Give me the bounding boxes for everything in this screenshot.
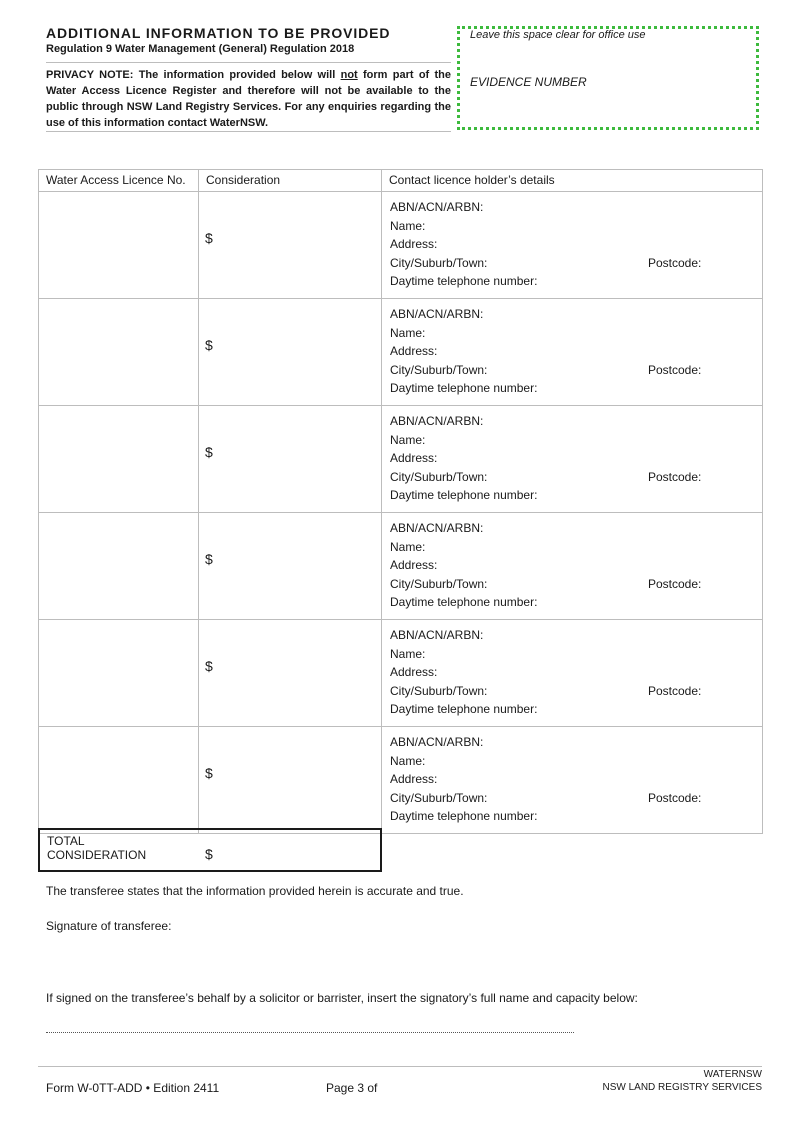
contact-field-postcode: Postcode: — [648, 791, 702, 805]
signature-label: Signature of transferee: — [46, 919, 172, 933]
table-row — [39, 192, 763, 299]
contact-field-city: City/Suburb/Town: — [390, 576, 488, 591]
table-row — [39, 406, 763, 513]
contact-field-address: Address: — [390, 344, 438, 359]
contact-field-name: Name: — [390, 539, 426, 554]
contact-field-abn: ABN/ACN/ARBN: — [390, 521, 484, 535]
contact-field-phone: Daytime telephone number: — [390, 488, 538, 503]
contact-field-abn: ABN/ACN/ARBN: — [390, 307, 484, 321]
table-header-row — [39, 170, 763, 192]
office-use-box — [457, 26, 759, 130]
total-consideration-label: TOTAL CONSIDERATION — [47, 834, 147, 862]
contact-details-cell[interactable] — [382, 513, 763, 620]
contact-field-city: City/Suburb/Town: — [390, 790, 488, 805]
contact-field-city: City/Suburb/Town: — [390, 469, 488, 484]
consideration-cell[interactable] — [199, 192, 382, 299]
contact-field-name: Name: — [390, 753, 426, 768]
contact-field-city: City/Suburb/Town: — [390, 362, 488, 377]
column-header: Consideration — [199, 170, 382, 192]
contact-details-cell[interactable] — [382, 406, 763, 513]
consideration-cell[interactable] — [199, 299, 382, 406]
evidence-number-label: EVIDENCE NUMBER — [470, 75, 587, 89]
accuracy-statement: The transferee states that the information provided herein is accurate and true. — [46, 884, 464, 898]
contact-field-name: Name: — [390, 325, 426, 340]
dollar-sign: $ — [205, 230, 213, 246]
form-edition: Form W-0TT-ADD • Edition 2411 — [46, 1081, 220, 1095]
contact-field-phone: Daytime telephone number: — [390, 274, 538, 289]
dollar-sign: $ — [205, 551, 213, 567]
footer-org: WATERNSW — [703, 1069, 762, 1080]
contact-field-postcode: Postcode: — [648, 577, 702, 591]
contact-field-abn: ABN/ACN/ARBN: — [390, 200, 484, 214]
contact-field-postcode: Postcode: — [648, 256, 702, 270]
divider — [46, 131, 451, 132]
contact-field-address: Address: — [390, 451, 438, 466]
contact-field-address: Address: — [390, 772, 438, 787]
table-row — [39, 727, 763, 834]
contact-field-city: City/Suburb/Town: — [390, 255, 488, 270]
contact-field-abn: ABN/ACN/ARBN: — [390, 735, 484, 749]
licence-number-cell[interactable] — [39, 192, 199, 299]
page-number: Page 3 of — [326, 1081, 378, 1095]
licence-number-cell[interactable] — [39, 406, 199, 513]
contact-field-phone: Daytime telephone number: — [390, 809, 538, 824]
privacy-note: PRIVACY NOTE: The information provided below will not form part of the Water Access Licence Register and therefore will not be available to the public through NSW Land Registry Services. For any enquiries regarding the use of this information contact WaterNSW. — [46, 69, 452, 129]
licence-number-cell[interactable] — [39, 620, 199, 727]
contact-field-postcode: Postcode: — [648, 470, 702, 484]
office-use-note: Leave this space clear for office use — [470, 29, 646, 41]
solicitor-instruction: If signed on the transferee’s behalf by a solicitor or barrister, insert the signatory’s full name and capacity below: — [46, 991, 638, 1005]
contact-field-abn: ABN/ACN/ARBN: — [390, 414, 484, 428]
column-header: Water Access Licence No. — [39, 170, 199, 192]
contact-field-address: Address: — [390, 237, 438, 252]
column-header: Contact licence holder’s details — [382, 170, 763, 192]
contact-field-address: Address: — [390, 558, 438, 573]
contact-field-name: Name: — [390, 646, 426, 661]
consideration-cell[interactable] — [199, 620, 382, 727]
consideration-cell[interactable] — [199, 513, 382, 620]
footer-divider — [38, 1066, 762, 1067]
contact-field-phone: Daytime telephone number: — [390, 595, 538, 610]
contact-field-abn: ABN/ACN/ARBN: — [390, 628, 484, 642]
contact-field-name: Name: — [390, 218, 426, 233]
contact-field-postcode: Postcode: — [648, 684, 702, 698]
contact-field-phone: Daytime telephone number: — [390, 381, 538, 396]
licence-number-cell[interactable] — [39, 513, 199, 620]
contact-field-city: City/Suburb/Town: — [390, 683, 488, 698]
total-consideration-field[interactable]: $ — [205, 846, 213, 862]
dollar-sign: $ — [205, 658, 213, 674]
dollar-sign: $ — [205, 337, 213, 353]
table-row — [39, 513, 763, 620]
form-title: ADDITIONAL INFORMATION TO BE PROVIDED — [46, 25, 391, 41]
consideration-cell[interactable] — [199, 406, 382, 513]
dollar-sign: $ — [205, 765, 213, 781]
contact-details-cell[interactable] — [382, 299, 763, 406]
contact-field-address: Address: — [390, 665, 438, 680]
licence-table — [38, 169, 763, 834]
consideration-cell[interactable] — [199, 727, 382, 834]
contact-details-cell[interactable] — [382, 192, 763, 299]
contact-details-cell[interactable] — [382, 620, 763, 727]
dollar-sign: $ — [205, 444, 213, 460]
regulation-subtitle: Regulation 9 Water Management (General) Regulation 2018 — [46, 43, 355, 55]
divider — [46, 62, 451, 63]
table-row — [39, 620, 763, 727]
signatory-name-line[interactable] — [46, 1031, 574, 1033]
licence-number-cell[interactable] — [39, 727, 199, 834]
contact-field-phone: Daytime telephone number: — [390, 702, 538, 717]
total-consideration-box — [38, 828, 382, 872]
table-row — [39, 299, 763, 406]
licence-number-cell[interactable] — [39, 299, 199, 406]
contact-field-name: Name: — [390, 432, 426, 447]
contact-field-postcode: Postcode: — [648, 363, 702, 377]
footer-org: NSW LAND REGISTRY SERVICES — [602, 1082, 762, 1093]
contact-details-cell[interactable] — [382, 727, 763, 834]
